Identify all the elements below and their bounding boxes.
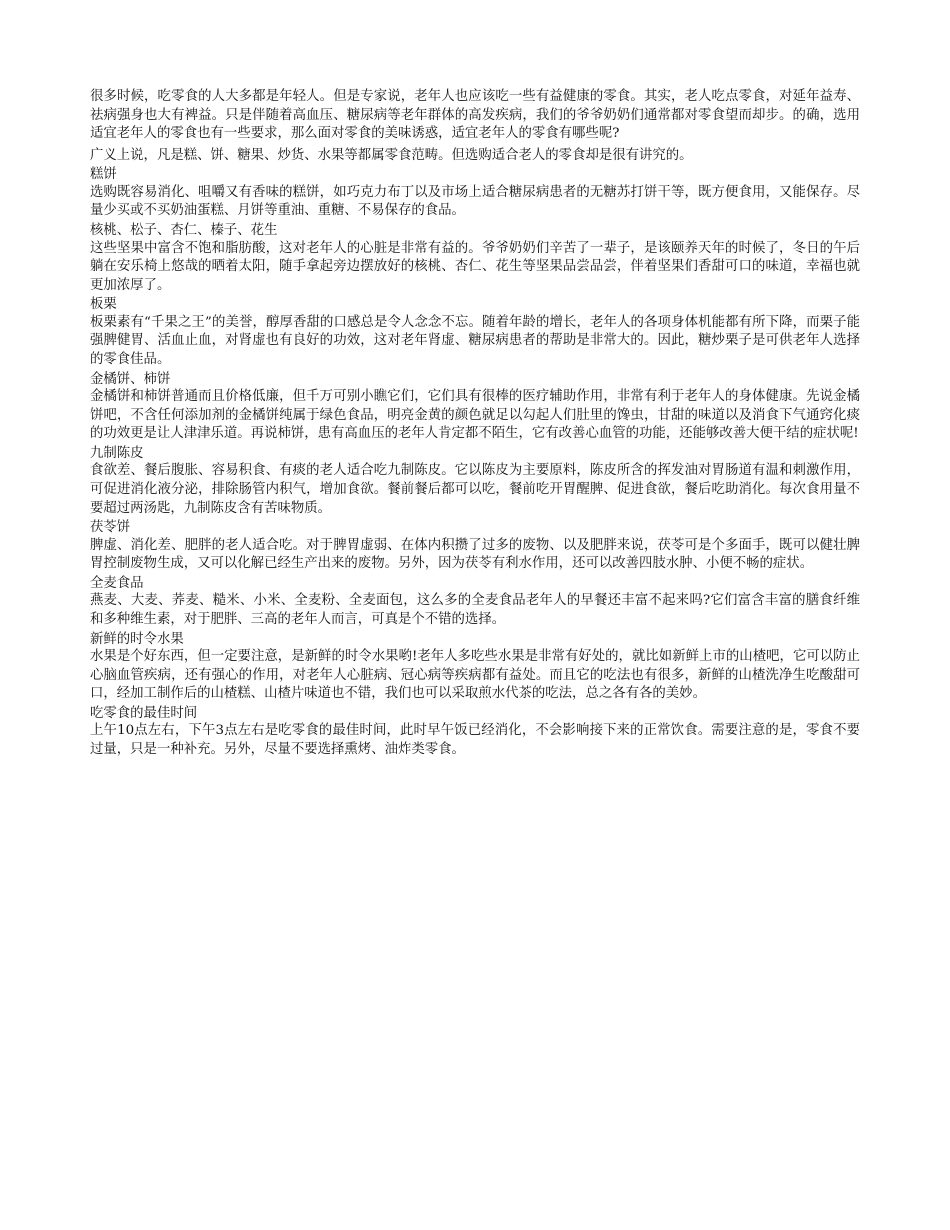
- section-heading-nuts: 核桃、松子、杏仁、榛子、花生: [90, 223, 278, 239]
- section-heading-poria-cake: 茯苓饼: [90, 520, 131, 536]
- section-body-whole-grain: 燕麦、大麦、荞麦、糙米、小米、全麦粉、全麦面包，这么多的全麦食品老年人的早餐还丰富不起来吗?它们富含丰富的膳食纤维和多种维生素，对于肥胖、三高的老年人而言，可真是个不错的选择。: [90, 593, 860, 627]
- section-heading-tangerine-peel: 九制陈皮: [90, 445, 144, 461]
- section-body-best-time: 上午10点左右，下午3点左右是吃零食的最佳时间，此时早午饭已经消化，不会影响接下来的正常饮食。需要注意的是，零食不要过量，只是一种补充。另外，尽量不要选择熏烤、油炸类零食。: [90, 723, 860, 757]
- section-heading-seasonal-fruit: 新鲜的时令水果: [90, 631, 184, 647]
- section-body-nuts: 这些坚果中富含不饱和脂肪酸，这对老年人的心脏是非常有益的。爷爷奶奶们辛苦了一辈子，是该颐养天年的时候了，冬日的午后躺在安乐椅上悠哉的晒着太阳，随手拿起旁边摆放好的核桃、杏仁、花生等坚果品尝品尝，伴着坚果们香甜可口的味道，幸福也就更加浓厚了。: [90, 240, 860, 293]
- section-heading-kumquat-persimmon: 金橘饼、柿饼: [90, 371, 171, 387]
- document-page: [90, 88, 860, 761]
- section-heading-whole-grain: 全麦食品: [90, 575, 144, 591]
- section-body-kumquat-persimmon: 金橘饼和柿饼普通而且价格低廉，但千万可别小瞧它们，它们具有很棒的医疗辅助作用，非常有利于老年人的身体健康。先说金橘饼吧，不含任何添加剂的金橘饼纯属于绿色食品，明亮金黄的颜色就足以勾起人们肚里的馋虫，甘甜的味道以及消食下气通窍化痰的功效更是让人津津乐道。再说柿饼，患有高血压的老年人肯定都不陌生，它有改善心血管的功能，还能够改善大便干结的症状呢!: [90, 389, 860, 442]
- intro-paragraph-2: 广义上说，凡是糕、饼、糖果、炒货、水果等都属零食范畴。但选购适合老人的零食却是很有讲究的。: [90, 147, 693, 163]
- section-heading-best-time: 吃零食的最佳时间: [90, 705, 198, 721]
- section-body-seasonal-fruit: 水果是个好东西，但一定要注意，是新鲜的时令水果哟!老年人多吃些水果是非常有好处的，就比如新鲜上市的山楂吧，它可以防止心脑血管疾病，还有强心的作用，对老年人心脏病、冠心病等疾病都有益处。而且它的吃法也有很多，新鲜的山楂洗净生吃酸甜可口，经加工制作后的山楂糕、山楂片味道也不错，我们也可以采取煎水代茶的吃法，总之各有各的美妙。: [90, 649, 860, 702]
- section-heading-cakes: 糕饼: [90, 167, 117, 183]
- intro-paragraph-1: 很多时候，吃零食的人大多都是年轻人。但是专家说，老年人也应该吃一些有益健康的零食。其实，老人吃点零食，对延年益寿、祛病强身也大有裨益。只是伴随着高血压、糖尿病等老年群体的高发疾病，我们的爷爷奶奶们通常都对零食望而却步。的确，选用适宜老年人的零食也有一些要求，那么面对零食的美味诱惑，适宜老年人的零食有哪些呢?: [90, 89, 860, 142]
- section-heading-chestnut: 板栗: [90, 297, 117, 313]
- section-body-cakes: 选购既容易消化、咀嚼又有香味的糕饼，如巧克力布丁以及市场上适合糖尿病患者的无糖苏打饼干等，既方便食用，又能保存。尽量少买或不买奶油蛋糕、月饼等重油、重糖、不易保存的食品。: [90, 184, 860, 219]
- section-body-poria-cake: 脾虚、消化差、肥胖的老人适合吃。对于脾胃虚弱、在体内积攒了过多的废物、以及肥胖来说，茯苓可是个多面手，既可以健壮脾胃控制废物生成，又可以化解已经生产出来的废物。另外，因为茯苓有利水作用，还可以改善四肢水肿、小便不畅的症状。: [90, 537, 860, 572]
- section-body-tangerine-peel: 食欲差、餐后腹胀、容易积食、有痰的老人适合吃九制陈皮。它以陈皮为主要原料，陈皮所含的挥发油对胃肠道有温和刺激作用，可促进消化液分泌，排除肠管内积气，增加食欲。餐前餐后都可以吃，餐前吃开胃醒脾、促进食欲，餐后吃助消化。每次食用量不要超过两汤匙，九制陈皮含有苦味物质。: [90, 463, 860, 516]
- section-body-chestnut: 板栗素有“千果之王”的美誉，醇厚香甜的口感总是令人念念不忘。随着年龄的增长，老年人的各项身体机能都有所下降，而栗子能强脾健胃、活血止血，对肾虚也有良好的功效，这对老年肾虚、糖尿病患者的帮助是非常大的。因此，糖炒栗子是可供老年人选择的零食佳品。: [90, 314, 860, 368]
